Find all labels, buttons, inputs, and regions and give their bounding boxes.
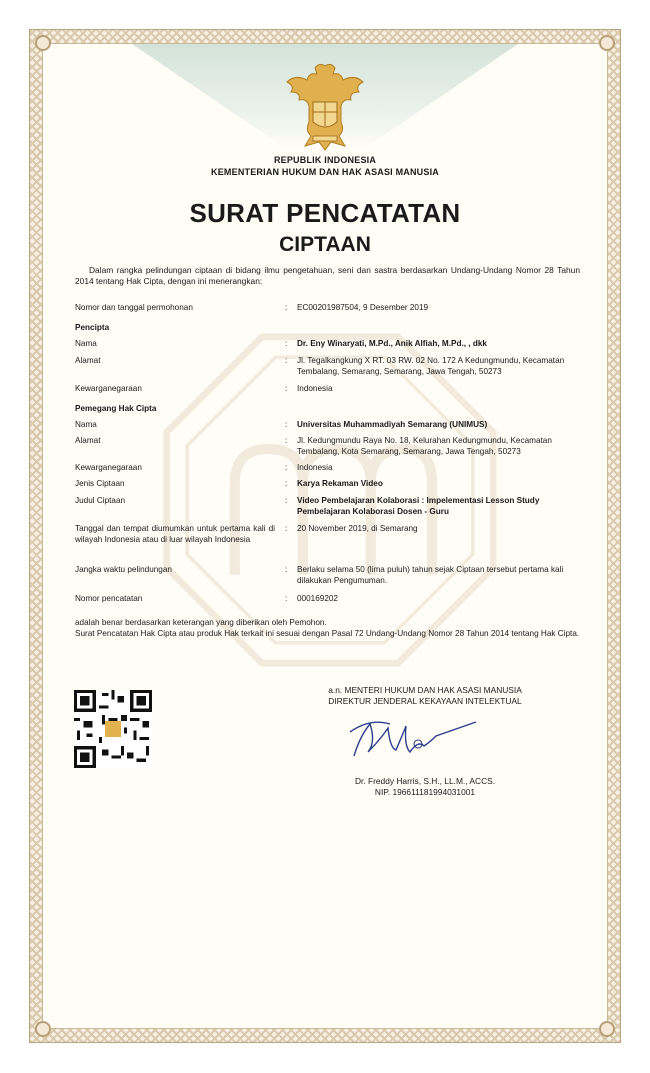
signature — [340, 712, 480, 764]
closing-line-2: Surat Pencatatan Hak Cipta atau produk Hak terkait ini sesuai dengan Pasal 72 Undang-Undang Nomor 28 Tahun 2014 tentang Hak Cipta. — [75, 629, 580, 638]
document-title: SURAT PENCATATAN — [189, 198, 461, 228]
corner-ornament — [599, 35, 615, 51]
signatory-position: DIREKTUR JENDERAL KEKAYAAN INTELEKTUAL — [328, 696, 522, 706]
signatory-nip: NIP. 196611181994031001 — [374, 787, 476, 797]
section-holder: Pemegang Hak Cipta — [75, 404, 157, 413]
qr-code — [74, 690, 152, 768]
document-subtitle: CIPTAAN — [279, 233, 371, 256]
signatory-on-behalf: a.n. MENTERI HUKUM DAN HAK ASASI MANUSIA — [328, 685, 522, 695]
intro-paragraph: Dalam rangka pelindungan ciptaan di bidang ilmu pengetahuan, seni dan sastra berdasarkan Undang-Undang Nomor 28 Tahun 2014 tentang Hak Cipta, dengan ini menerangkan: — [75, 265, 580, 286]
garuda-emblem-icon — [283, 60, 367, 152]
corner-ornament — [35, 1021, 51, 1037]
signatory-name: Dr. Freddy Harris, S.H., LL.M., ACCS. — [354, 776, 496, 786]
section-creator: Pencipta — [75, 323, 110, 332]
closing-line-1: adalah benar berdasarkan keterangan yang diberikan oleh Pemohon. — [75, 618, 327, 627]
country-name: REPUBLIK INDONESIA — [273, 155, 377, 165]
corner-ornament — [35, 35, 51, 51]
corner-ornament — [599, 1021, 615, 1037]
ministry-name: KEMENTERIAN HUKUM DAN HAK ASASI MANUSIA — [211, 167, 439, 177]
